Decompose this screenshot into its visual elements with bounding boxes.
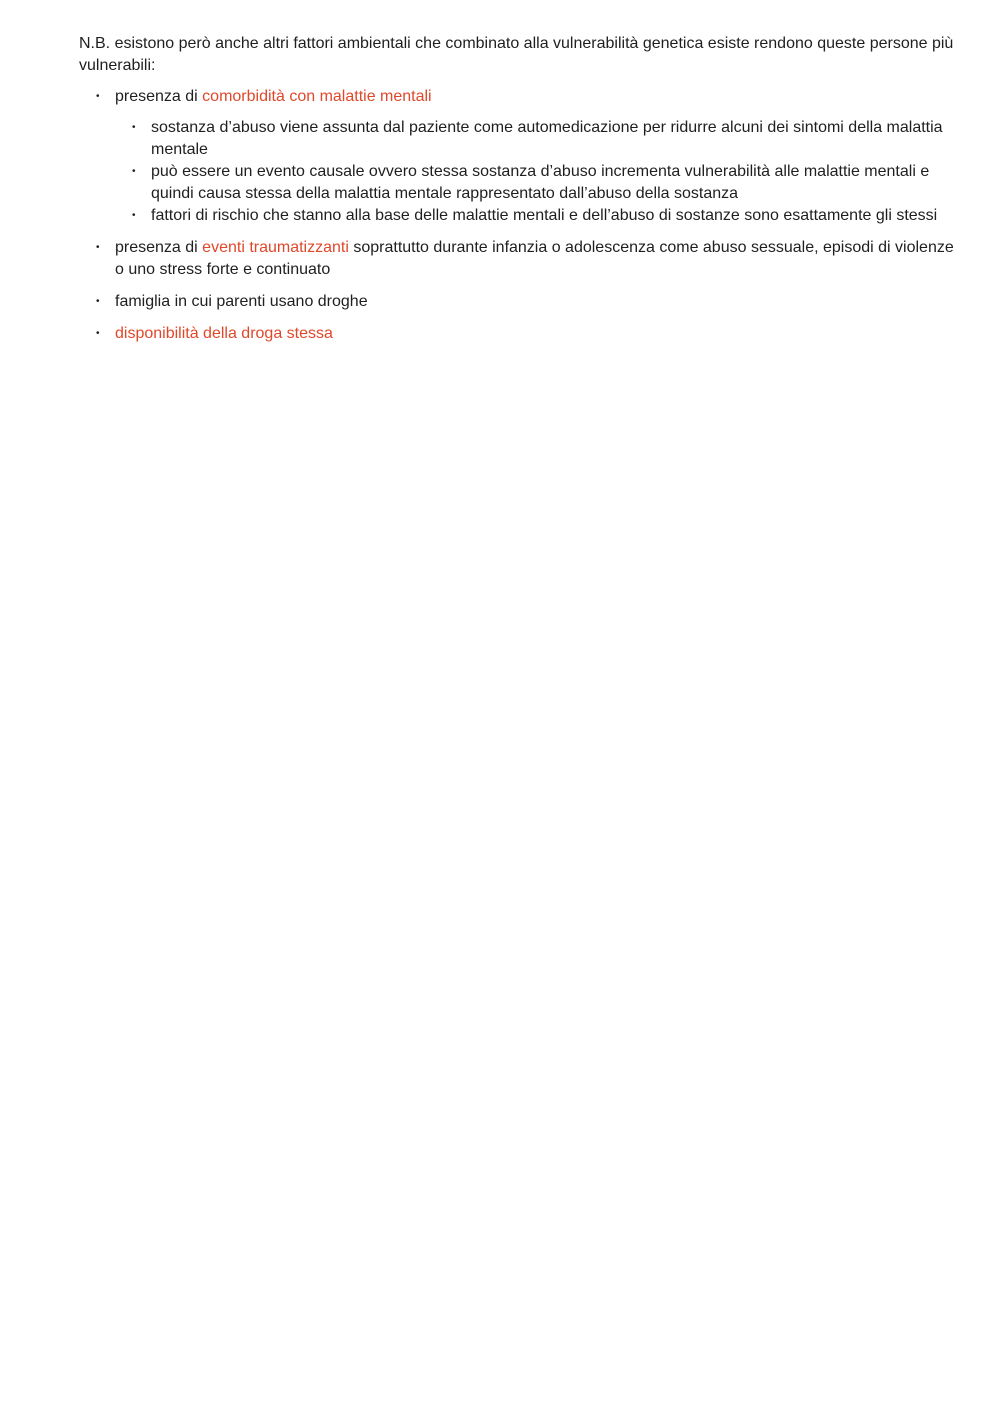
comorbidity-sublist (115, 117, 959, 227)
list-item-traumatic-events (79, 237, 959, 281)
item-highlight: eventi traumatizzanti (202, 239, 349, 256)
list-item-drug-availability (79, 323, 959, 345)
list-item-family (79, 291, 959, 313)
list-item-comorbidity (79, 86, 959, 227)
sublist-item: • può essere un evento causale ovvero stessa sostanza d’abuso incrementa vulnerabilità alle malattie mentali e quindi causa stessa della malattia mentale rappresentato dall’abuso della sostanza (115, 161, 959, 205)
document-page (79, 33, 959, 355)
risk-factors-list (79, 86, 959, 345)
sublist-item: • sostanza d’abuso viene assunta dal paziente come automedicazione per ridurre alcuni dei sintomi della malattia mentale (115, 117, 959, 161)
item-prefix: presenza di (115, 88, 203, 105)
item-prefix: presenza di (115, 239, 203, 256)
item-highlight: comorbidità con malattie mentali (202, 88, 432, 105)
item-suffix: soprattutto durante infanzia o adolescenza come abuso sessuale, episodi di violenze o uno stress forte e continuato (115, 239, 954, 278)
intro-paragraph: N.B. esistono però anche altri fattori ambientali che combinato alla vulnerabilità genetica esiste rendono queste persone più vulnerabili: (79, 35, 954, 74)
item-text: famiglia in cui parenti usano droghe (115, 293, 368, 310)
item-highlight: disponibilità della droga stessa (115, 325, 333, 342)
sublist-item: • fattori di rischio che stanno alla base delle malattie mentali e dell’abuso di sostanze sono esattamente gli stessi (115, 205, 959, 227)
